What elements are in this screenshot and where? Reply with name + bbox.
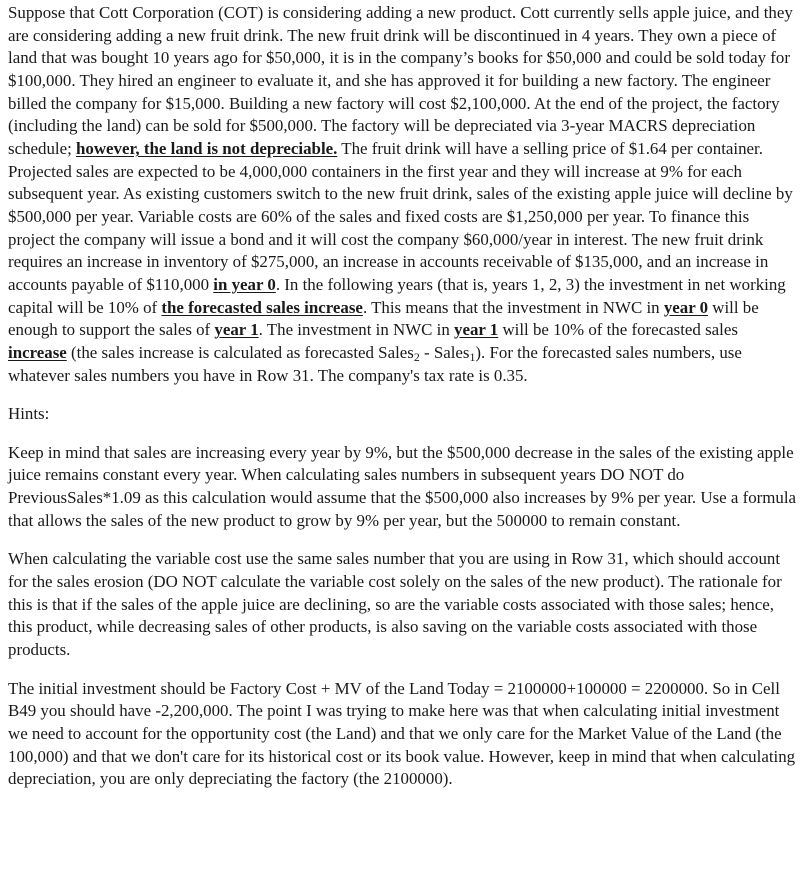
problem-text: . The investment in NWC in [258, 320, 454, 340]
hints-heading: Hints: [8, 404, 50, 424]
hint-initial-investment: The initial investment should be Factory Cost + MV of the Land Today = 2100000+100000 = 2200000. So in Cell B49 you should have -2,200,000. The point I was trying to make here was that when calculating initial investment we need to account for the opportunity cost (the Land) and that we only care for the Market Value of the Land (the 100,000) and that we don't care for its historical cost or its book value. However, keep in mind that when calculating depreciation, you are only depreciating the factory (the 2100000). [8, 678, 796, 789]
land-not-depreciable-note: however, the land is not depreciable. [76, 138, 338, 158]
problem-text: ). For the forecasted sales numbers, use whatever sales numbers you have in Row 31. The company's tax rate is 0.35. [8, 342, 742, 385]
year1-emphasis: year 1 [214, 320, 259, 340]
problem-text: Suppose that Cott Corporation (COT) is considering adding a new product. Cott currently sells apple juice, and they are considering adding a new fruit drink. The new fruit drink will be discontinued in 4 years. They own a piece of land that was bought 10 years ago for $50,000, it is in the company’s books for $50,000 and could be sold today for $100,000. They hired an engineer to evaluate it, and she has approved it for building a new factory. The engineer billed the company for $15,000. Building a new factory will cost $2,100,000. At the end of the project, the factory (including the land) can be sold for $500,000. The factory will be depreciated via 3-year MACRS depreciation schedule; [8, 3, 793, 158]
problem-text: will be enough to support the sales of [8, 297, 759, 340]
problem-text: (the sales increase is calculated as forecasted Sales [66, 342, 414, 362]
problem-text: - Sales [419, 342, 470, 362]
problem-text: will be 10% of the forecasted sales [498, 320, 738, 340]
year1-emphasis: year 1 [454, 320, 499, 340]
increase-emphasis: increase [8, 342, 67, 362]
problem-statement [8, 0, 798, 387]
forecasted-sales-increase-emphasis: the forecasted sales increase [161, 297, 363, 317]
year0-emphasis: year 0 [663, 297, 709, 317]
problem-text: . This means that the investment in NWC in [362, 297, 664, 317]
subscript-2: 2 [413, 349, 420, 364]
problem-text: The fruit drink will have a selling price of $1.64 per container. Projected sales are expected to be 4,000,000 containers in the first year and they will increase at 9% for each subsequent year. As existing customers switch to the new fruit drink, sales of the existing apple juice will decline by $500,000 per year. Variable costs are 60% of the sales and fixed costs are $1,250,000 per year. To finance this project the company will issue a bond and it will cost the company $60,000/year in interest. The new fruit drink requires an increase in inventory of $275,000, an increase in accounts receivable of $135,000, and an increase in accounts payable of $110,000 [8, 138, 793, 294]
year0-emphasis: in year 0 [213, 274, 276, 294]
subscript-1: 1 [469, 349, 476, 364]
hint-sales-growth: Keep in mind that sales are increasing every year by 9%, but the $500,000 decrease in the sales of the existing apple juice remains constant every year. When calculating sales numbers in subsequent years DO NOT do PreviousSales*1.09 as this calculation would assume that the $500,000 also increases by 9% per year. Use a formula that allows the sales of the new product to grow by 9% per year, but the 500000 to remain constant. [8, 442, 797, 530]
problem-text: . In the following years (that is, years 1, 2, 3) the investment in net working capital will be 10% of [8, 274, 786, 317]
hint-variable-cost: When calculating the variable cost use the same sales number that you are using in Row 31, which should account for the sales erosion (DO NOT calculate the variable cost solely on the sales of the new product). The rationale for this is that if the sales of the apple juice are declining, so are the variable costs associated with those sales; hence, this product, while decreasing sales of other products, is also saving on the variable costs associated with those products. [8, 549, 782, 660]
